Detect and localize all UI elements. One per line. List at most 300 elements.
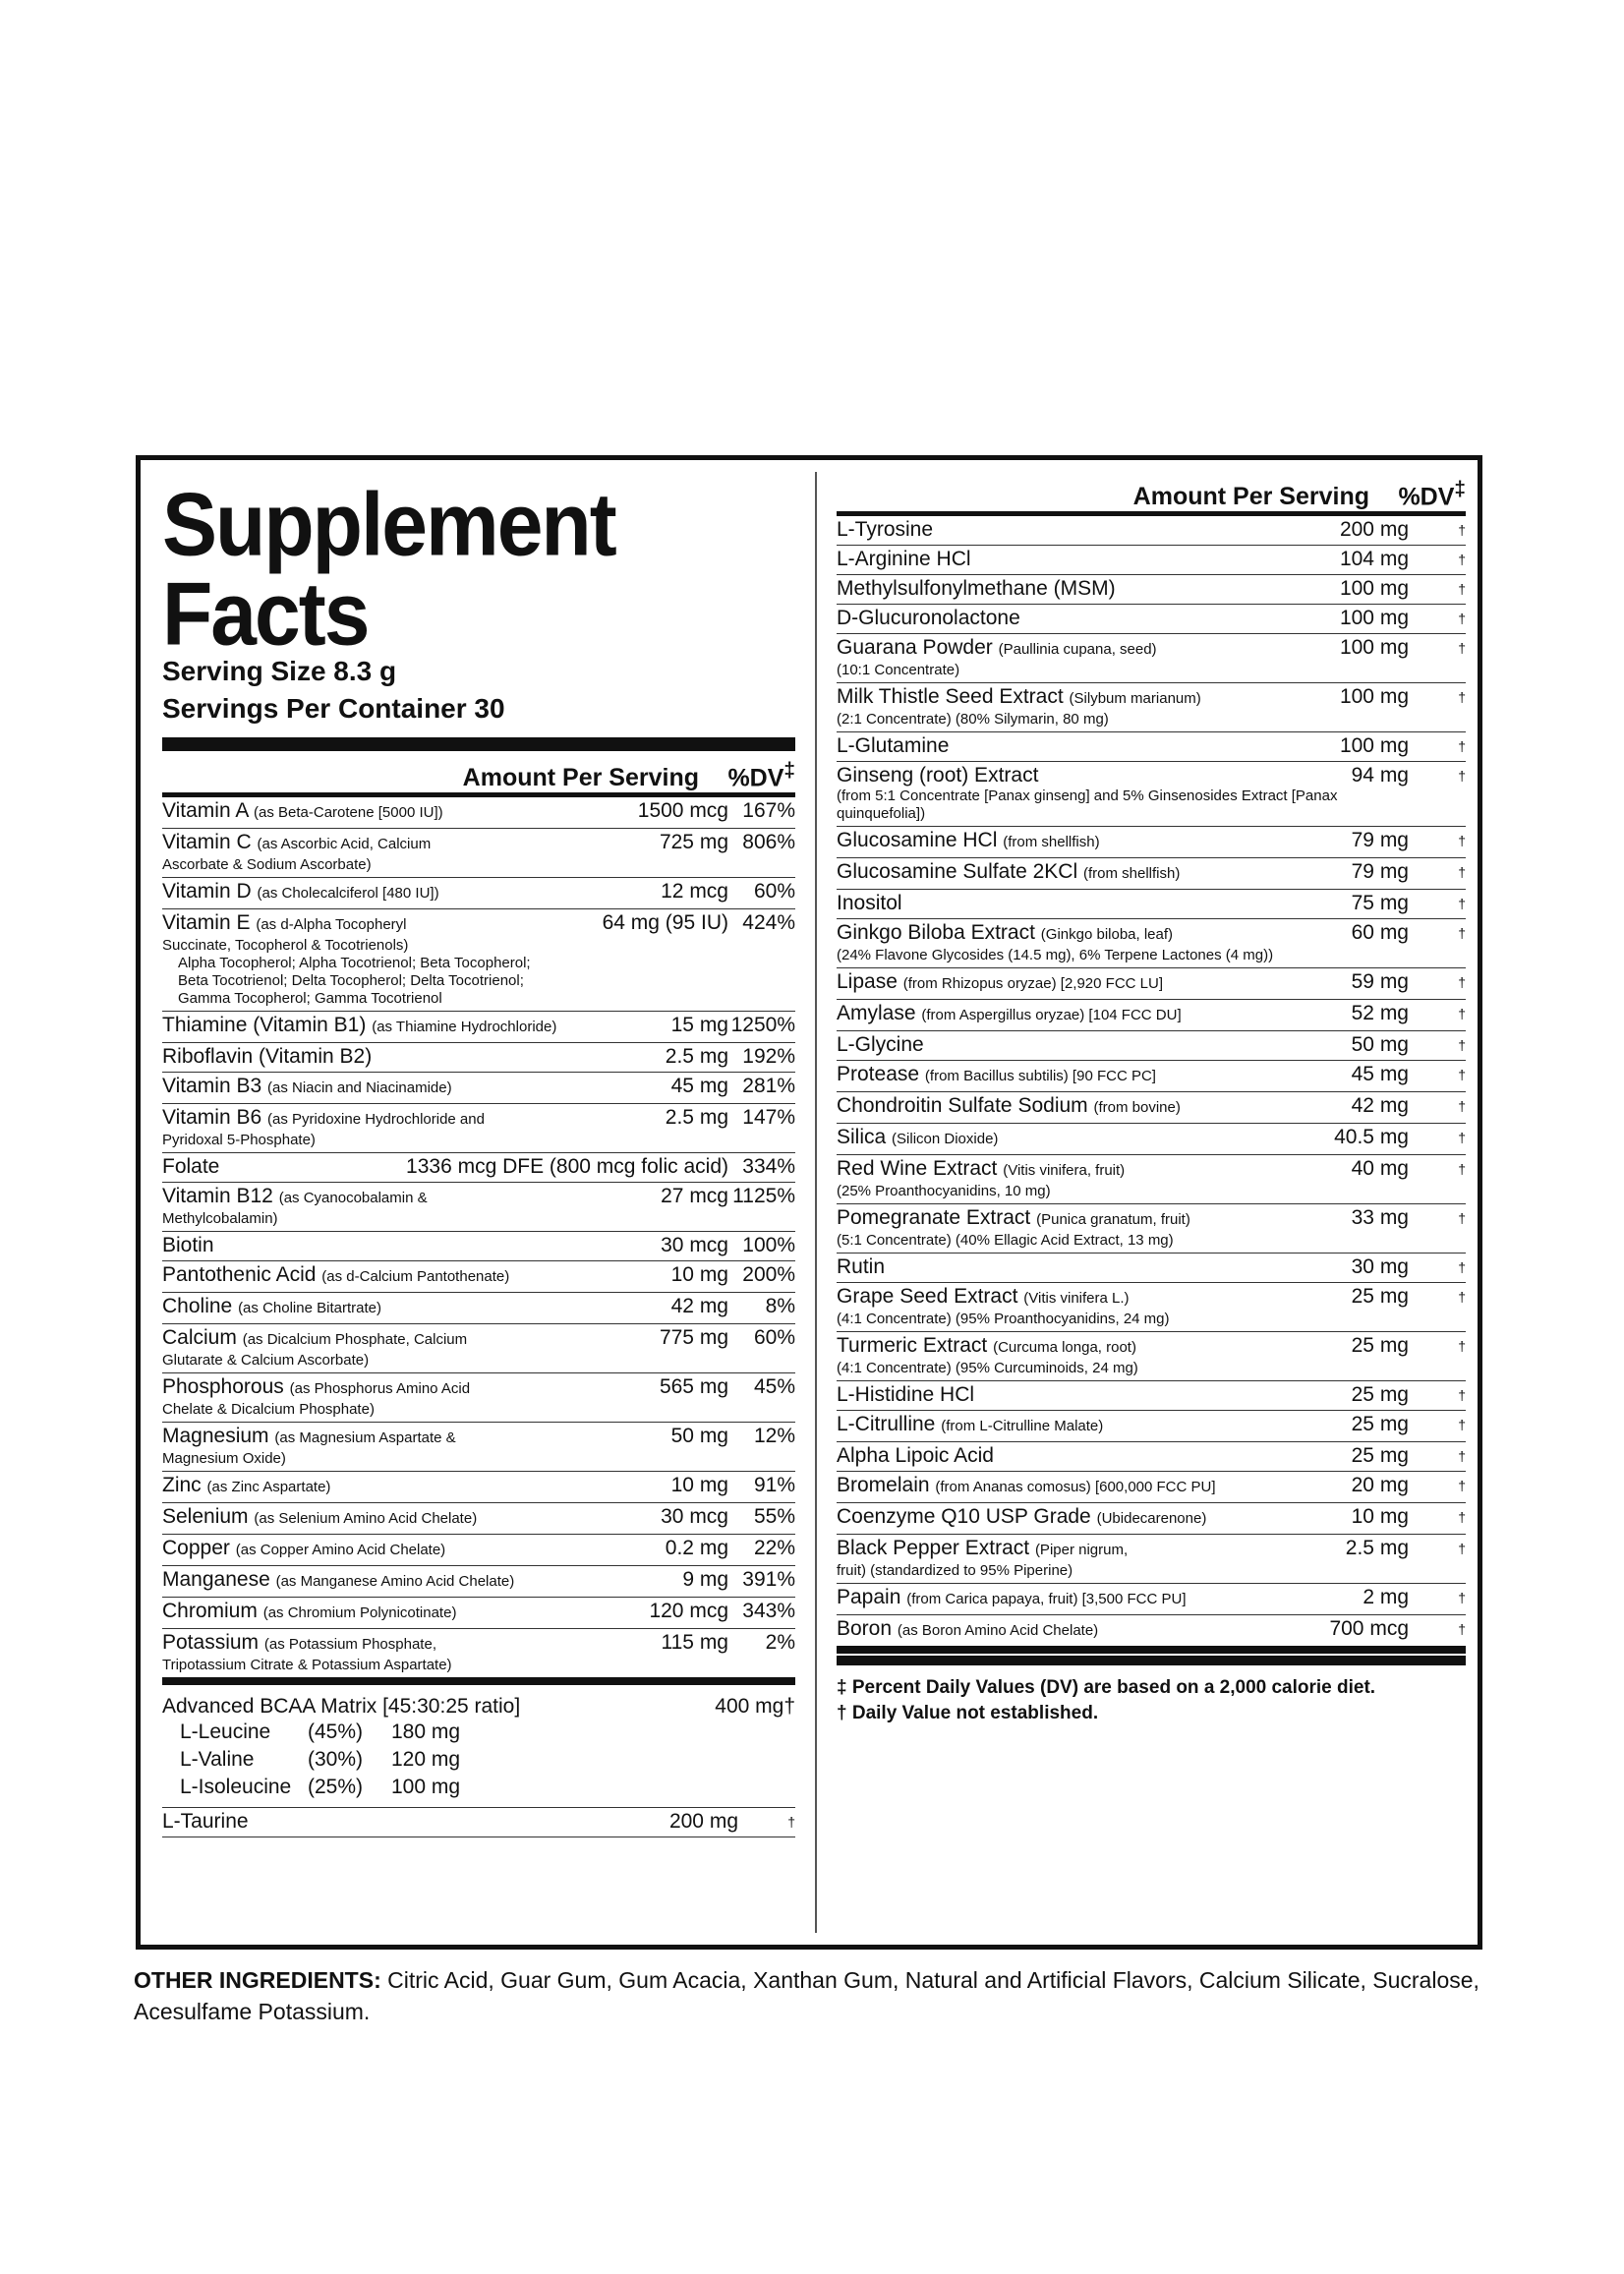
- dagger-footnote: † Daily Value not established.: [837, 1703, 1099, 1723]
- nutrient-source: (as Phosphorus Amino Acid: [289, 1380, 471, 1397]
- nutrient-dv: †: [1458, 1541, 1466, 1556]
- bcaa-component-amount: 120 mg: [391, 1748, 461, 1771]
- serving-size: Serving Size 8.3 g: [162, 656, 397, 686]
- nutrient-name: [162, 1014, 671, 1039]
- nutrient-label: Grape Seed Extract: [837, 1285, 1018, 1308]
- nutrient-source: (from Rhizopus oryzae) [2,920 FCC LU]: [902, 975, 1163, 992]
- amount-header: Amount Per Serving: [462, 764, 699, 791]
- nutrient-name: [162, 1425, 671, 1468]
- nutrient-name: [837, 636, 1340, 679]
- nutrient-amount: 52 mg: [1351, 1002, 1409, 1024]
- nutrient-name: [837, 1002, 1352, 1027]
- nutrient-source-cont: Methylcobalamin): [162, 1210, 278, 1227]
- nutrient-amount: 100 mg: [1339, 577, 1409, 600]
- bcaa-component-name: L-Valine: [180, 1748, 255, 1771]
- nutrient-source-cont: Glutarate & Calcium Ascorbate): [162, 1352, 370, 1369]
- dv-header: %DV‡: [727, 758, 795, 791]
- panel-title: Supplement Facts: [162, 474, 615, 664]
- nutrient-source: (from Carica papaya, fruit) [3,500 FCC PU]: [906, 1591, 1187, 1607]
- nutrient-row: [162, 1232, 795, 1261]
- nutrient-dv: †: [1458, 1161, 1466, 1177]
- nutrient-label: Papain: [837, 1586, 901, 1608]
- nutrient-name: [837, 970, 1352, 996]
- nutrient-dv: 806%: [742, 831, 795, 853]
- nutrient-name: [837, 607, 1340, 630]
- nutrient-dv: †: [1458, 1478, 1466, 1493]
- nutrient-row: [837, 516, 1466, 546]
- nutrient-label: Biotin: [162, 1234, 214, 1256]
- nutrient-label: Zinc: [162, 1474, 202, 1496]
- nutrient-dv: 45%: [753, 1375, 795, 1398]
- nutrient-row: [162, 1293, 795, 1324]
- nutrient-row: [837, 919, 1466, 968]
- nutrient-name: [162, 1326, 660, 1370]
- left-column: [162, 470, 795, 1935]
- nutrient-name: [162, 1106, 666, 1149]
- nutrient-row: [837, 1332, 1466, 1381]
- nutrient-row: [162, 1373, 795, 1423]
- nutrient-label: Vitamin B6: [162, 1106, 262, 1129]
- nutrient-source: (from Ananas comosus) [600,000 FCC PU]: [935, 1479, 1216, 1495]
- nutrient-name: [162, 799, 638, 825]
- nutrient-row: [837, 1381, 1466, 1411]
- nutrient-row: [837, 605, 1466, 634]
- nutrient-source-cont: (4:1 Concentrate) (95% Proanthocyanidins, 24 mg): [837, 1311, 1170, 1327]
- nutrient-amount: 40 mg: [1351, 1157, 1409, 1180]
- nutrient-dv: †: [1458, 1006, 1466, 1021]
- nutrient-amount: 10 mg: [670, 1263, 728, 1286]
- nutrient-amount: 725 mg: [659, 831, 728, 853]
- nutrient-source: (from Aspergillus oryzae) [104 FCC DU]: [921, 1007, 1182, 1023]
- nutrient-label: Alpha Lipoic Acid: [837, 1444, 994, 1467]
- thick-divider: [162, 737, 795, 751]
- nutrient-row: [162, 1535, 795, 1566]
- nutrient-name: [837, 1505, 1352, 1531]
- nutrient-row: [162, 1472, 795, 1503]
- nutrient-name: [837, 1126, 1334, 1151]
- nutrient-amount: 100 mg: [1339, 607, 1409, 629]
- nutrient-amount: 1500 mcg: [637, 799, 728, 822]
- nutrient-row: [837, 1204, 1466, 1254]
- nutrient-amount: 33 mg: [1351, 1206, 1409, 1229]
- nutrient-source: (Silicon Dioxide): [892, 1131, 999, 1147]
- nutrient-label: Bromelain: [837, 1474, 930, 1496]
- right-ingredient-list: [837, 516, 1466, 1654]
- nutrient-name: [837, 1063, 1352, 1088]
- nutrient-name: [837, 892, 1352, 915]
- nutrient-name: [837, 1094, 1352, 1120]
- nutrient-row: [162, 1598, 795, 1629]
- nutrient-dv: †: [1458, 974, 1466, 990]
- nutrient-label: L-Glutamine: [837, 734, 950, 757]
- nutrient-source: (as d-Alpha Tocopheryl: [256, 916, 407, 933]
- nutrient-name: [837, 1474, 1352, 1499]
- nutrient-dv: 167%: [742, 799, 795, 822]
- nutrient-name: [162, 831, 660, 874]
- nutrient-name: [837, 1157, 1352, 1200]
- nutrient-amount: 775 mg: [659, 1326, 728, 1349]
- nutrient-name: [162, 1505, 661, 1531]
- nutrient-dv: †: [1458, 833, 1466, 848]
- nutrient-row: [837, 1124, 1466, 1155]
- nutrient-label: Amylase: [837, 1002, 916, 1024]
- nutrient-source-cont: Pyridoxal 5-Phosphate): [162, 1132, 316, 1148]
- nutrient-label: Coenzyme Q10 USP Grade: [837, 1505, 1091, 1528]
- nutrient-source-cont: (10:1 Concentrate): [837, 662, 960, 678]
- nutrient-amount: 25 mg: [1351, 1444, 1409, 1467]
- nutrient-dv: 12%: [753, 1425, 795, 1447]
- nutrient-name: [837, 860, 1352, 886]
- amount-header-right: Amount Per Serving: [1132, 483, 1369, 510]
- nutrient-source: (from L-Citrulline Malate): [941, 1418, 1104, 1434]
- nutrient-row: [837, 1000, 1466, 1031]
- nutrient-row: [162, 797, 795, 829]
- nutrient-source: (Silybum marianum): [1069, 690, 1201, 707]
- nutrient-amount: 94 mg: [1351, 764, 1409, 787]
- bcaa-component-name: L-Leucine: [180, 1720, 271, 1743]
- nutrient-row: [837, 732, 1466, 762]
- nutrient-name: [162, 1568, 682, 1594]
- nutrient-dv: 91%: [753, 1474, 795, 1496]
- nutrient-row: [162, 1503, 795, 1535]
- nutrient-source: (Paullinia cupana, seed): [998, 641, 1157, 658]
- nutrient-label: Inositol: [837, 892, 902, 914]
- nutrient-label: L-Histidine HCl: [837, 1383, 975, 1406]
- nutrient-amount: 115 mg: [661, 1631, 728, 1654]
- nutrient-name: [837, 548, 1340, 571]
- nutrient-label: Vitamin D: [162, 880, 252, 903]
- nutrient-row: [837, 890, 1466, 919]
- nutrient-label: Guarana Powder: [837, 636, 993, 659]
- nutrient-dv: 192%: [742, 1045, 795, 1068]
- nutrient-dv: †: [1458, 640, 1466, 656]
- nutrient-source: (as d-Calcium Pantothenate): [321, 1268, 510, 1285]
- nutrient-amount: 59 mg: [1351, 970, 1409, 993]
- nutrient-dv: †: [1458, 1621, 1466, 1637]
- nutrient-source: (as Cyanocobalamin &: [278, 1190, 428, 1206]
- nutrient-label: Manganese: [162, 1568, 270, 1591]
- nutrient-row: [837, 1535, 1466, 1584]
- nutrient-row: [837, 762, 1466, 827]
- taurine-row: [162, 1808, 795, 1837]
- nutrient-row: [162, 1324, 795, 1373]
- nutrient-dv: †: [1458, 1067, 1466, 1082]
- nutrient-dv: †: [1458, 1130, 1466, 1145]
- nutrient-label: Rutin: [837, 1255, 886, 1278]
- nutrient-row: [837, 858, 1466, 890]
- nutrient-dv: 1250%: [730, 1014, 795, 1036]
- nutrient-name: [837, 1413, 1352, 1438]
- nutrient-label: Methylsulfonylmethane (MSM): [837, 577, 1116, 600]
- nutrient-source-cont: (25% Proanthocyanidins, 10 mg): [837, 1183, 1051, 1199]
- bcaa-component: [162, 1746, 795, 1774]
- nutrient-name: [162, 911, 603, 1008]
- nutrient-source: (Vitis vinifera, fruit): [1003, 1162, 1126, 1179]
- nutrient-row: [837, 827, 1466, 858]
- nutrient-name: [162, 1474, 671, 1499]
- nutrient-source-cont: (2:1 Concentrate) (80% Silymarin, 80 mg): [837, 711, 1109, 728]
- nutrient-dv: 2%: [765, 1631, 795, 1654]
- nutrient-row: [162, 1104, 795, 1153]
- nutrient-amount: 25 mg: [1351, 1413, 1409, 1435]
- bcaa-component-pct: (30%): [308, 1748, 364, 1771]
- nutrient-amount: 1336 mcg DFE (800 mcg folic acid): [406, 1155, 728, 1178]
- nutrient-row: [837, 1061, 1466, 1092]
- nutrient-amount: 25 mg: [1351, 1334, 1409, 1357]
- nutrient-dv: 55%: [753, 1505, 795, 1528]
- nutrient-row: [837, 968, 1466, 1000]
- bcaa-component-pct: (25%): [308, 1776, 364, 1798]
- nutrient-amount: 10 mg: [670, 1474, 728, 1496]
- nutrient-label: Boron: [837, 1617, 893, 1640]
- nutrient-source: (Ubidecarenone): [1096, 1510, 1207, 1527]
- nutrient-source: (as Boron Amino Acid Chelate): [897, 1622, 1099, 1639]
- nutrient-name: [837, 1285, 1352, 1328]
- servings-per-container: Servings Per Container 30: [162, 693, 505, 724]
- nutrient-amount: 45 mg: [1351, 1063, 1409, 1085]
- nutrient-label: Lipase: [837, 970, 898, 993]
- nutrient-dv: 22%: [753, 1537, 795, 1559]
- nutrient-source: (from bovine): [1093, 1099, 1181, 1116]
- nutrient-row: [837, 1503, 1466, 1535]
- other-ingredients-text: Citric Acid, Guar Gum, Gum Acacia, Xanthan Gum, Natural and Artificial Flavors, Calcium Silicate, Sucralose, Acesulfame Potassium.: [134, 1967, 1479, 2024]
- nutrient-name: [162, 880, 661, 905]
- other-ingredients-label: OTHER INGREDIENTS:: [134, 1967, 381, 1993]
- nutrient-row: [162, 1261, 795, 1293]
- nutrient-amount: 30 mcg: [661, 1505, 728, 1528]
- nutrient-dv: †: [1458, 896, 1466, 911]
- nutrient-dv: 60%: [753, 880, 795, 903]
- nutrient-label: L-Tyrosine: [837, 518, 934, 541]
- nutrient-source: (as Choline Bitartrate): [238, 1300, 381, 1316]
- nutrient-label: Vitamin C: [162, 831, 252, 853]
- column-divider: [815, 472, 817, 1933]
- nutrient-label: Vitamin E: [162, 911, 251, 934]
- nutrient-name: [837, 1537, 1346, 1580]
- nutrient-source: (as Manganese Amino Acid Chelate): [275, 1573, 515, 1590]
- dv-footnote: ‡ Percent Daily Values (DV) are based on a 2,000 calorie diet.: [837, 1677, 1376, 1698]
- taurine-dv: †: [787, 1814, 795, 1830]
- bottom-thick-divider: [837, 1656, 1466, 1665]
- taurine-name: L-Taurine: [162, 1810, 249, 1833]
- nutrient-source-cont: fruit) (standardized to 95% Piperine): [837, 1562, 1073, 1579]
- nutrient-amount: 104 mg: [1339, 548, 1409, 570]
- nutrient-source-cont: Chelate & Dicalcium Phosphate): [162, 1401, 375, 1418]
- nutrient-source-cont: (5:1 Concentrate) (40% Ellagic Acid Extract, 13 mg): [837, 1232, 1174, 1249]
- right-column-header: [837, 470, 1466, 516]
- nutrient-source-cont: (24% Flavone Glycosides (14.5 mg), 6% Terpene Lactones (4 mg)): [837, 947, 1274, 963]
- nutrient-amount: 75 mg: [1351, 892, 1409, 914]
- nutrient-label: Protease: [837, 1063, 920, 1085]
- nutrient-label: Silica: [837, 1126, 887, 1148]
- nutrient-source: (as Thiamine Hydrochloride): [372, 1019, 557, 1035]
- nutrient-dv: 1125%: [732, 1185, 795, 1207]
- nutrient-label: Turmeric Extract: [837, 1334, 988, 1357]
- nutrient-source: (as Ascorbic Acid, Calcium: [257, 836, 432, 852]
- nutrient-row: [162, 829, 795, 878]
- nutrient-source: (Ginkgo biloba, leaf): [1040, 926, 1174, 943]
- nutrient-dv: 334%: [742, 1155, 795, 1178]
- nutrient-name: [162, 1045, 666, 1069]
- dv-header-right: %DV‡: [1398, 477, 1466, 510]
- nutrient-name: [162, 1075, 671, 1100]
- nutrient-amount: 565 mg: [659, 1375, 728, 1398]
- nutrient-row: [837, 1472, 1466, 1503]
- footnotes: [837, 1675, 1466, 1726]
- nutrient-source: (as Magnesium Aspartate &: [274, 1429, 456, 1446]
- nutrient-label: Black Pepper Extract: [837, 1537, 1030, 1559]
- nutrient-label: Pantothenic Acid: [162, 1263, 317, 1286]
- nutrient-source-cont: (4:1 Concentrate) (95% Curcuminoids, 24 mg): [837, 1360, 1138, 1376]
- nutrient-amount: 25 mg: [1351, 1285, 1409, 1308]
- nutrient-amount: 42 mg: [670, 1295, 728, 1317]
- nutrient-amount: 700 mcg: [1329, 1617, 1409, 1640]
- nutrient-dv: 343%: [742, 1600, 795, 1622]
- nutrient-source-cont: Ascorbate & Sodium Ascorbate): [162, 856, 372, 873]
- nutrient-label: Glucosamine HCl: [837, 829, 998, 851]
- nutrient-row: [837, 683, 1466, 732]
- nutrient-dv: †: [1458, 522, 1466, 538]
- nutrient-label: Thiamine (Vitamin B1): [162, 1014, 367, 1036]
- nutrient-source: (from Bacillus subtilis) [90 FCC PC]: [924, 1068, 1156, 1084]
- nutrient-label: Ginkgo Biloba Extract: [837, 921, 1035, 944]
- nutrient-source: (as Cholecalciferol [480 IU]): [257, 885, 439, 902]
- nutrient-label: Glucosamine Sulfate 2KCl: [837, 860, 1078, 883]
- nutrient-dv: †: [1458, 552, 1466, 567]
- nutrient-dv: 281%: [742, 1075, 795, 1097]
- nutrient-source: (as Beta-Carotene [5000 IU]): [254, 804, 443, 821]
- bcaa-component-amount: 180 mg: [391, 1720, 461, 1743]
- nutrient-row: [837, 1442, 1466, 1472]
- nutrient-label: L-Citrulline: [837, 1413, 936, 1435]
- nutrient-dv: †: [1458, 689, 1466, 705]
- nutrient-label: Vitamin B12: [162, 1185, 273, 1207]
- nutrient-source: (from shellfish): [1003, 834, 1100, 850]
- nutrient-label: Pomegranate Extract: [837, 1206, 1031, 1229]
- nutrient-dv: †: [1458, 768, 1466, 784]
- nutrient-name: [162, 1537, 666, 1562]
- nutrient-name: [162, 1263, 671, 1289]
- nutrient-name: [162, 1234, 661, 1257]
- tocopherol-list: Alpha Tocopherol; Alpha Tocotrienol; Beta Tocopherol;: [178, 955, 531, 971]
- nutrient-amount: 27 mcg: [661, 1185, 728, 1207]
- nutrient-source-cont: Succinate, Tocopherol & Tocotrienols): [162, 937, 409, 954]
- nutrient-label: Choline: [162, 1295, 233, 1317]
- nutrient-amount: 45 mg: [670, 1075, 728, 1097]
- nutrient-amount: 2 mg: [1363, 1586, 1409, 1608]
- nutrient-dv: †: [1458, 1417, 1466, 1432]
- nutrient-row: [837, 1411, 1466, 1442]
- nutrient-source: (Punica granatum, fruit): [1036, 1211, 1190, 1228]
- nutrient-label: Copper: [162, 1537, 230, 1559]
- nutrient-label: Phosphorous: [162, 1375, 284, 1398]
- nutrient-dv: 391%: [742, 1568, 795, 1591]
- nutrient-amount: 64 mg (95 IU): [602, 911, 728, 934]
- nutrient-dv: 100%: [742, 1234, 795, 1256]
- nutrient-name: [837, 1255, 1352, 1279]
- nutrient-row: [837, 1584, 1466, 1615]
- nutrient-dv: 147%: [742, 1106, 795, 1129]
- nutrient-row: [162, 1629, 795, 1685]
- nutrient-name: [837, 1383, 1352, 1407]
- bcaa-amount: 400 mg: [715, 1695, 784, 1718]
- tocopherol-list: Beta Tocotrienol; Delta Tocopherol; Delta Tocotrienol;: [178, 972, 524, 989]
- nutrient-dv: †: [1458, 925, 1466, 941]
- nutrient-dv: †: [1458, 738, 1466, 754]
- nutrient-amount: 120 mcg: [649, 1600, 728, 1622]
- bcaa-component-amount: 100 mg: [391, 1776, 461, 1798]
- nutrient-row: [837, 546, 1466, 575]
- nutrient-row: [162, 1012, 795, 1043]
- nutrient-dv: †: [1458, 611, 1466, 626]
- nutrient-source-cont: Magnesium Oxide): [162, 1450, 286, 1467]
- nutrient-dv: 60%: [753, 1326, 795, 1349]
- nutrient-name: [162, 1295, 671, 1320]
- nutrient-amount: 2.5 mg: [665, 1045, 728, 1068]
- nutrient-dv: 424%: [742, 911, 795, 934]
- nutrient-source-cont: Tripotassium Citrate & Potassium Aspartate): [162, 1657, 452, 1673]
- nutrient-row: [837, 634, 1466, 683]
- nutrient-source: (Vitis vinifera L.): [1023, 1290, 1130, 1307]
- nutrient-amount: 12 mcg: [661, 880, 728, 903]
- nutrient-source: (as Potassium Phosphate,: [263, 1636, 436, 1653]
- other-ingredients: [134, 1964, 1485, 2027]
- nutrient-name: [837, 1586, 1363, 1611]
- nutrient-name: [837, 518, 1340, 542]
- nutrient-name: [162, 1600, 649, 1625]
- nutrient-dv: †: [1458, 1098, 1466, 1114]
- nutrient-source: (as Niacin and Niacinamide): [267, 1079, 452, 1096]
- nutrient-row: [162, 878, 795, 909]
- nutrient-amount: 25 mg: [1351, 1383, 1409, 1406]
- nutrient-amount: 50 mg: [1351, 1033, 1409, 1056]
- bcaa-dv: †: [783, 1695, 795, 1718]
- bcaa-component: [162, 1719, 795, 1746]
- bcaa-matrix: [162, 1685, 795, 1808]
- nutrient-amount: 9 mg: [682, 1568, 728, 1591]
- nutrient-row: [837, 575, 1466, 605]
- nutrient-label: Ginseng (root) Extract: [837, 764, 1039, 787]
- nutrient-label: L-Arginine HCl: [837, 548, 971, 570]
- nutrient-label: Vitamin A: [162, 799, 249, 822]
- nutrient-amount: 10 mg: [1351, 1505, 1409, 1528]
- nutrient-amount: 0.2 mg: [665, 1537, 728, 1559]
- nutrient-name: [162, 1375, 660, 1419]
- nutrient-row: [837, 1254, 1466, 1283]
- bcaa-component-name: L-Isoleucine: [180, 1776, 292, 1798]
- nutrient-amount: 42 mg: [1351, 1094, 1409, 1117]
- nutrient-name: [837, 1334, 1352, 1377]
- nutrient-name: [837, 1617, 1329, 1643]
- nutrient-source: (as Zinc Aspartate): [206, 1479, 331, 1495]
- nutrient-label: Chondroitin Sulfate Sodium: [837, 1094, 1088, 1117]
- nutrient-source: (as Copper Amino Acid Chelate): [235, 1542, 446, 1558]
- nutrient-name: [837, 1206, 1352, 1250]
- nutrient-name: [837, 921, 1352, 964]
- nutrient-label: Vitamin B3: [162, 1075, 262, 1097]
- nutrient-row: [837, 1092, 1466, 1124]
- nutrient-name: [162, 1631, 662, 1674]
- nutrient-dv: †: [1458, 581, 1466, 597]
- nutrient-label: Potassium: [162, 1631, 260, 1654]
- nutrient-name: [837, 1444, 1352, 1468]
- nutrient-row: [162, 1183, 795, 1232]
- nutrient-dv: †: [1458, 1259, 1466, 1275]
- nutrient-name: [837, 1033, 1352, 1057]
- nutrient-label: Milk Thistle Seed Extract: [837, 685, 1064, 708]
- nutrient-label: Magnesium: [162, 1425, 269, 1447]
- bcaa-component: [162, 1774, 795, 1801]
